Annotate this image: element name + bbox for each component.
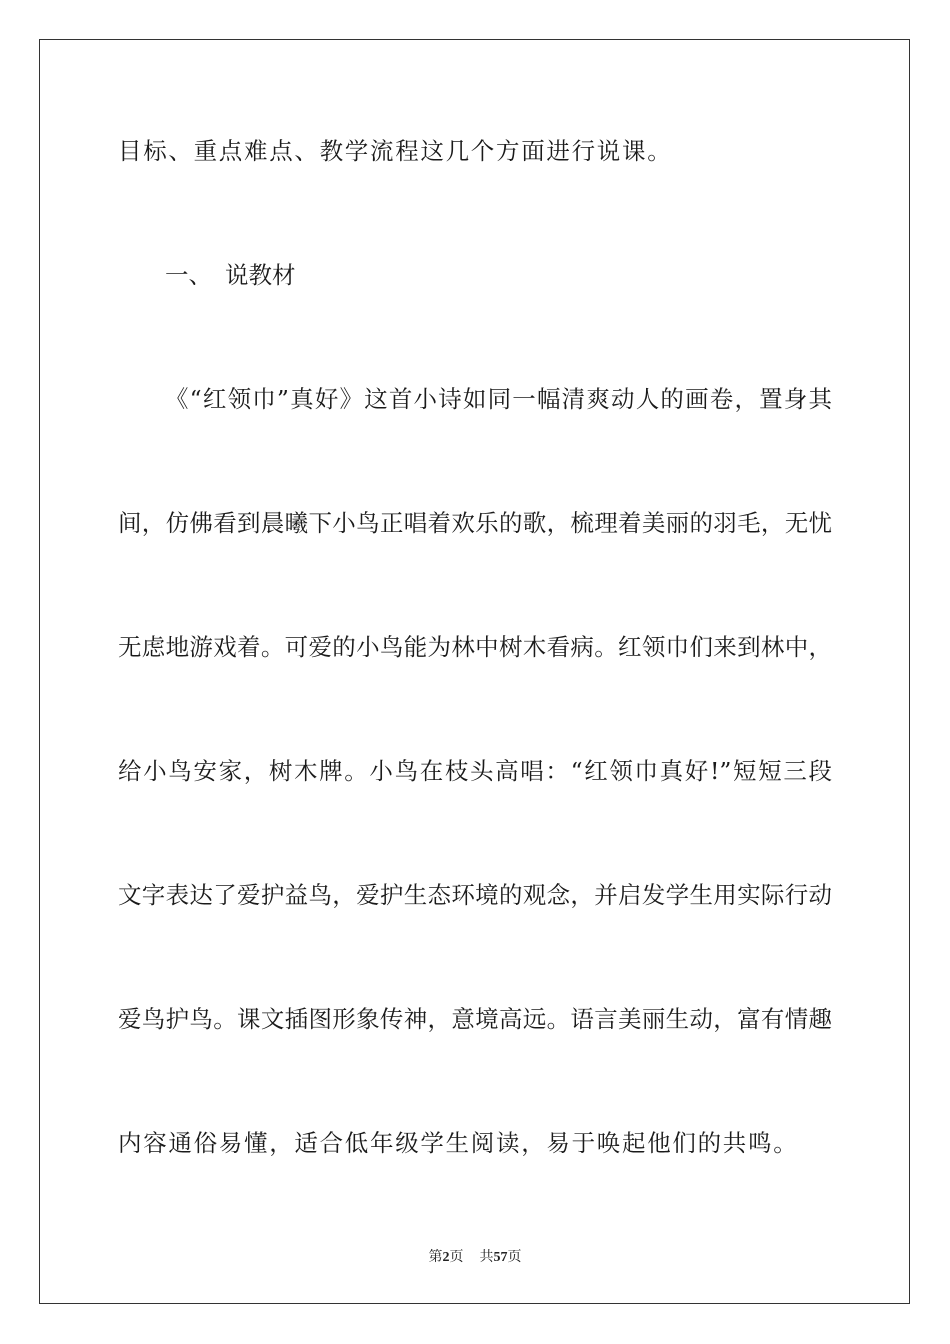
section-title: 说教材 bbox=[225, 261, 296, 289]
body-line-3: 间，仿佛看到晨曦下小鸟正唱着欢乐的歌，梳理着美丽的羽毛，无忧 bbox=[118, 509, 832, 537]
footer-page-suffix: 页 bbox=[449, 1249, 464, 1265]
page-border bbox=[39, 39, 910, 1304]
section-heading bbox=[165, 260, 296, 290]
footer-total-prefix: 共 bbox=[479, 1249, 494, 1265]
body-line-4: 无虑地游戏着。可爱的小鸟能为林中树木看病。红领巾们来到林中， bbox=[118, 633, 832, 661]
body-line-2: 《“红领巾”真好》这首小诗如同一幅清爽动人的画卷，置身其 bbox=[165, 385, 832, 413]
footer-page-prefix: 第 bbox=[428, 1249, 443, 1265]
body-line-1: 目标、重点难点、教学流程这几个方面进行说课。 bbox=[118, 137, 673, 165]
body-line-8: 内容通俗易懂，适合低年级学生阅读，易于唤起他们的共鸣。 bbox=[118, 1129, 799, 1157]
body-line-6: 文字表达了爱护益鸟，爱护生态环境的观念，并启发学生用实际行动 bbox=[118, 881, 832, 909]
page-footer bbox=[0, 1248, 950, 1267]
footer-total-suffix: 页 bbox=[507, 1249, 522, 1265]
footer-total-pages: 57 bbox=[493, 1250, 508, 1265]
body-line-7: 爱鸟护鸟。课文插图形象传神，意境高远。语言美丽生动，富有情趣 bbox=[118, 1005, 832, 1033]
section-number: 一、 bbox=[165, 261, 212, 289]
footer-page-number: 2 bbox=[442, 1250, 450, 1265]
body-line-5: 给小鸟安家，树木牌。小鸟在枝头高唱：“红领巾真好!”短短三段 bbox=[118, 757, 832, 785]
